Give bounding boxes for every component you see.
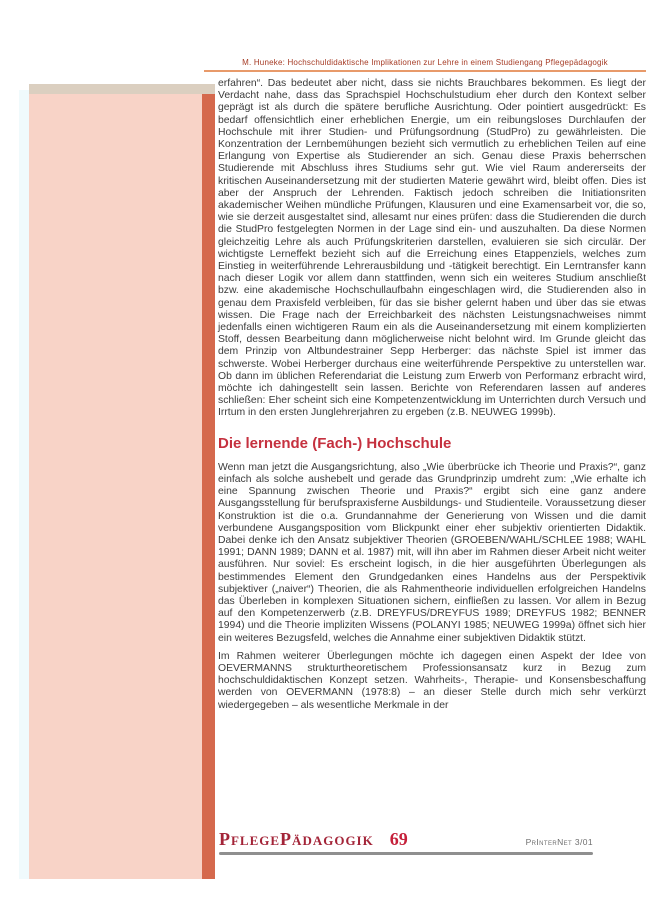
running-header: M. Huneke: Hochschuldidaktische Implikationen zur Lehre in einem Studiengang Pflegepädagogik bbox=[204, 58, 646, 72]
section-heading: Die lernende (Fach-) Hochschule bbox=[218, 434, 452, 452]
sidebar-top-edge bbox=[29, 84, 202, 94]
page-footer bbox=[219, 829, 593, 855]
footer-row bbox=[219, 829, 593, 850]
article-paragraph-1: erfahren“. Das bedeutet aber nicht, dass sie nichts Brauchbares bekommen. Es liegt der Verdacht nahe, dass das Sprachspiel Hochschulstudium eher durch den Kontext selber geprägt ist als durch die spätere berufliche Ausrichtung. Oder pointiert ausgedrückt: Es bedarf offensichtlich einer erheblichen Energie, um ein reibungsloses Durchlaufen der Hochschule mit ihrer Studien- und Prüfungsordnung (StudPro) zu gewährleisten. Die Konzentration der Lernbemühungen bezieht sich vermutlich zu erheblichen Teilen auf eine Erlangung von Expertise als Studierender an sich. Genau diese Praxis beherrschen Studierende mit Abschluss ihres Studiums sehr gut. Wie viel Raum andererseits der kritischen Auseinandersetzung mit der studierten Materie gewährt wird, bleibt offen. Dies ist aber der Anspruch der Lehrenden. Faktisch jedoch schreiben die Initiationsriten akademischer Weihen mündliche Prüfungen, Klausuren und eine Examensarbeit vor, die so, wie sie derzeit ausgestaltet sind, allesamt nur eines prüfen: dass die Studierenden die durch die StudPro festgelegten Normen in der Lage sind ein- und auszuhalten. Da diese Normen gleichzeitig Lehre als auch Prüfungskriterien darstellen, evaluieren sie sich circulär. Der wichtigste Lerneffekt bezieht sich auf die Erreichung eines Etappenziels, welches zum Einstieg in weiterführende Lehrerausbildung und -tätigkeit berechtigt. Ein Lerntransfer kann nach dieser Logik vor allem dann stattfinden, wenn sich ein weiteres Studium anschließt bzw. eine akademische Hochschullaufbahn eingeschlagen wird, die Studierenden also in genau dem Praxisfeld verbleiben, für das sie bisher gelernt haben und über das sie etwas wissen. Die Frage nach der Erreichbarkeit des nächsten Leistungsnachweises nimmt jedenfalls einen wichtigeren Raum ein als die Auseinandersetzung mit einem komplizierten Stoff, dessen Bearbeitung dann möglicherweise nicht belohnt wird. Im Grunde gleicht das dem Prinzip von Altbundestrainer Sepp Herberger: das nächste Spiel ist immer das schwerste. Wobei Herberger durchaus eine weiterführende Perspektive zu unterstellen war. Ob dann im üblichen Referendariat die Leistung zum Erwerb von Performanz erbracht wird, möchte ich dahingestellt sein lassen. Berichte von Referendaren lassen auf anderes schließen: Eher scheint sich eine Kompetenzentwicklung im Unterrichten durch Versuch und Irrtum in den ersten Junglehrerjahren zu ergeben (z.B. NEUWEG 1999b). bbox=[218, 78, 646, 419]
journal-wordmark: PflegePädagogik bbox=[219, 829, 374, 849]
article-paragraph-2: Wenn man jetzt die Ausgangsrichtung, also „Wie überbrücke ich Theorie und Praxis?“, ganz einfach als solche aushebelt und gerade das Grundprinzip umdreht zum: „Wie erhalte ich eine Spannung zwischen Theorie und Praxis?“ ergibt sich eine ganz andere Ausgangsstellung für berufspraxisferne Ausbildungs- und Studienteile. Voraussetzung dieser Konstruktion ist die o.a. Grundannahme der Generierung von Wissen und die damit verbundene Ausgangsposition vom Blickpunkt einer eher subjektiv orientierten Didaktik. Dabei denke ich den Ansatz subjektiver Theorien (GROEBEN/WAHL/SCHLEE 1988; WAHL 1991; DANN 1989; DANN et al. 1987) mit, will ihn aber im Rahmen dieser Arbeit nicht weiter ausführen. Nur soviel: Es erscheint logisch, in die hier ausgeführten Überlegungen als bestimmendes Element den Grundgedanken eines Handelns aus der Perspektivik subjektiver („naiver“) Theorien, die als Rahmentheorie individuellen erfolgreichen Handelns das Überleben in komplexen Situationen sichern, einfließen zu lassen. Vor allem in Bezug auf den Kompetenzerwerb (z.B. DREYFUS/DREYFUS 1989; DREYFUS 1982; BENNER 1994) und die Theorie impliziten Wissens (POLANYI 1985; NEUWEG 1999a) öffnet sich hier ein weiteres Bezugsfeld, welches die Annahme einer subjektiven Didaktik stützt. bbox=[218, 461, 646, 644]
issue-label: PrInterNet 3/01 bbox=[525, 837, 593, 847]
sidebar-decoration bbox=[29, 84, 202, 879]
page-number: 69 bbox=[389, 829, 408, 849]
article-paragraph-3: Im Rahmen weiterer Überlegungen möchte ich dagegen einen Aspekt der Idee von OEVERMANNS strukturtheoretischem Professionsansatz kurz in Bezug zum hochschuldidaktischen Konzept setzen. Wahrheits-, Therapie- und Konsensbeschaffung werden von OEVERMANN (1978:8) – an dieser Stelle durch mich sehr verkürzt wiedergegeben – als wesentliche Merkmale in der bbox=[218, 650, 646, 711]
article-content bbox=[218, 78, 646, 718]
footer-rule bbox=[219, 852, 593, 855]
sidebar-shadow-edge bbox=[19, 90, 29, 879]
sidebar-strip-top-edge bbox=[202, 84, 215, 94]
sidebar-accent-strip bbox=[202, 84, 215, 879]
